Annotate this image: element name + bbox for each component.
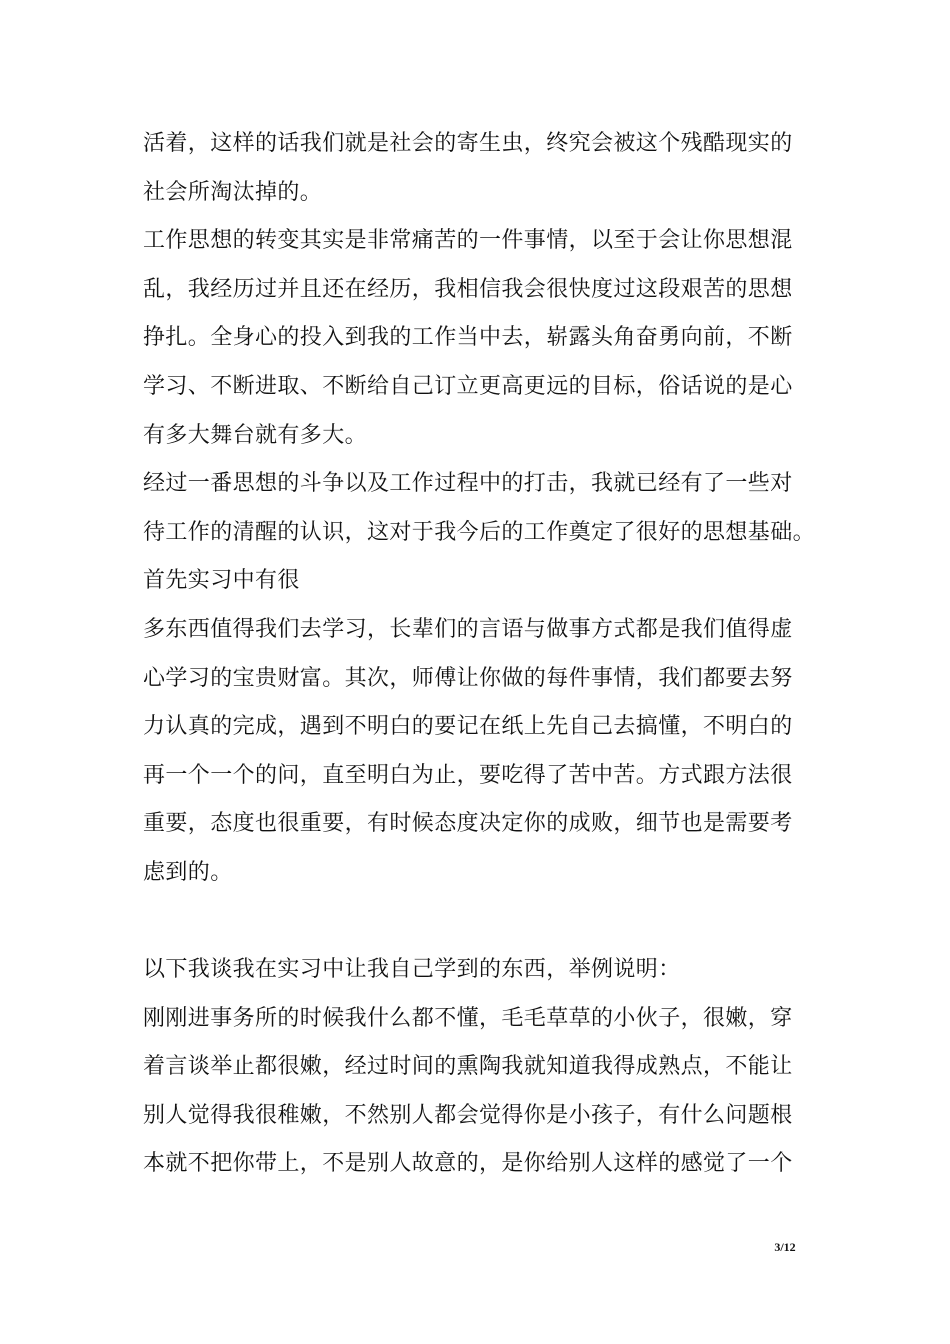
text-line: 工作思想的转变其实是非常痛苦的一件事情，以至于会让你思想混 (143, 228, 793, 254)
text-line: 虑到的。 (143, 859, 233, 885)
text-line: 学习、不断进取、不断给自己订立更高更远的目标，俗话说的是心 (143, 373, 793, 399)
text-line: 本就不把你带上，不是别人故意的，是你给别人这样的感觉了一个 (143, 1151, 793, 1177)
text-line: 首先实习中有很 (143, 568, 300, 594)
text-line: 有多大舞台就有多大。 (143, 422, 368, 448)
text-line: 再一个一个的问，直至明白为止，要吃得了苦中苦。方式跟方法很 (143, 762, 793, 788)
text-line: 活着，这样的话我们就是社会的寄生虫，终究会被这个残酷现实的 (143, 131, 793, 156)
text-line: 乱，我经历过并且还在经历，我相信我会很快度过这段艰苦的思想 (143, 276, 793, 302)
text-line: 着言谈举止都很嫩，经过时间的熏陶我就知道我得成熟点，不能让 (143, 1054, 793, 1080)
text-line: 挣扎。全身心的投入到我的工作当中去，崭露头角奋勇向前，不断 (143, 325, 793, 351)
text-line: 心学习的宝贵财富。其次，师傅让你做的每件事情，我们都要去努 (143, 665, 793, 691)
text-line: 经过一番思想的斗争以及工作过程中的打击，我就已经有了一些对 (143, 471, 793, 497)
page-number: 3/12 (774, 1240, 796, 1254)
text-line: 别人觉得我很稚嫩，不然别人都会觉得你是小孩子，有什么问题根 (143, 1102, 793, 1128)
text-line: 重要，态度也很重要，有时候态度决定你的成败，细节也是需要考 (143, 811, 793, 837)
text-line: 多东西值得我们去学习，长辈们的言语与做事方式都是我们值得虚 (143, 616, 793, 642)
text-line: 刚刚进事务所的时候我什么都不懂，毛毛草草的小伙子，很嫩，穿 (143, 1005, 793, 1031)
text-line: 以下我谈我在实习中让我自己学到的东西，举例说明： (143, 957, 681, 983)
text-line: 力认真的完成，遇到不明白的要记在纸上先自己去搞懂，不明白的 (143, 714, 793, 740)
blank-line (143, 898, 823, 947)
text-line: 待工作的清醒的认识，这对于我今后的工作奠定了很好的思想基础。 (143, 519, 816, 545)
body-text (143, 120, 823, 1189)
text-line: 社会所淘汰掉的。 (143, 179, 323, 205)
